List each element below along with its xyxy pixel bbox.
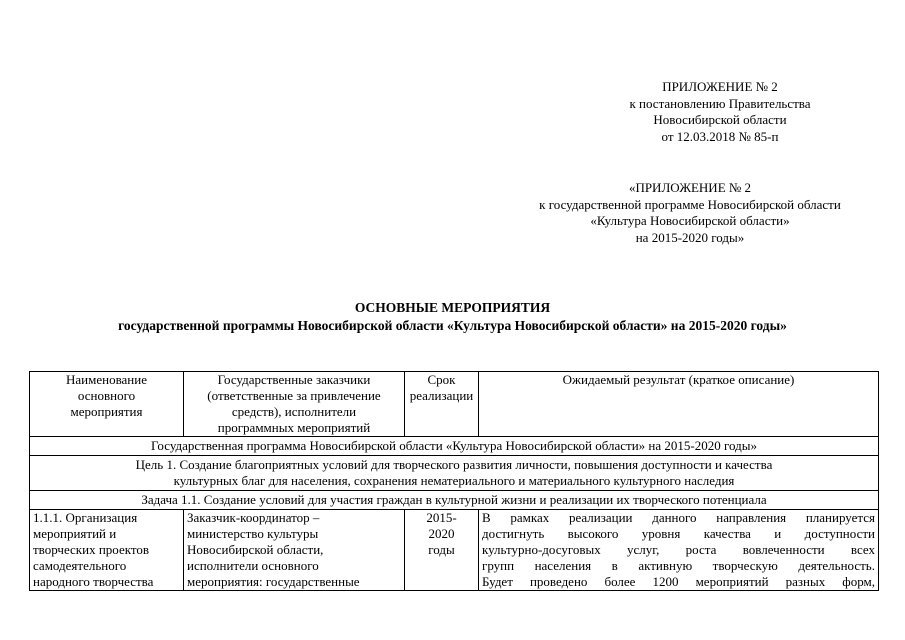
document-title — [0, 299, 905, 335]
task-row — [30, 491, 879, 510]
appendix-line: к государственной программе Новосибирской области — [539, 196, 841, 212]
header-cell-term: Срок реализации — [405, 372, 479, 437]
program-appendix-header — [490, 180, 890, 246]
program-row — [30, 437, 879, 456]
header-cell-result: Ожидаемый результат (краткое описание) — [479, 372, 879, 437]
program-cell: Государственная программа Новосибирской области «Культура Новосибирской области» на 2015-2020 годы» — [30, 437, 879, 456]
appendix-line: «ПРИЛОЖЕНИЕ № 2 — [628, 180, 752, 195]
table-header-row — [30, 372, 879, 437]
header-cell-customers: Государственные заказчики (ответственные за привлечение средств), исполнители программных мероприятий — [184, 372, 405, 437]
task-cell: Задача 1.1. Создание условий для участия граждан в культурной жизни и реализации их творческого потенциала — [30, 491, 879, 510]
measures-table — [29, 371, 879, 591]
title-subtitle: государственной программы Новосибирской области «Культура Новосибирской области» на 2015-2020 годы» — [118, 318, 787, 333]
table-row — [30, 510, 879, 591]
result-cell: В рамках реализации данного направления планируется достигнуть высокого уровня качества и доступности культурно-досуговых услуг, роста вовлеченности всех групп населения в активную творческую деятельность. Будет проведено более 1200 мероприятий разных форм, — [479, 510, 879, 591]
appendix-line: ПРИЛОЖЕНИЕ № 2 — [662, 79, 778, 94]
header-cell-name: Наименование основного мероприятия — [30, 372, 184, 437]
appendix-header — [570, 79, 870, 145]
goal-row — [30, 456, 879, 491]
customers-cell: Заказчик-координатор – министерство культуры Новосибирской области, исполнители основного мероприятия: государственные — [184, 510, 405, 591]
appendix-line: «Культура Новосибирской области» — [590, 213, 790, 228]
goal-cell: Цель 1. Создание благоприятных условий для творческого развития личности, повышения доступности и качества культурных благ для населения, сохранения нематериального и материального культурного наследия — [30, 456, 879, 491]
term-cell: 2015- 2020 годы — [405, 510, 479, 591]
appendix-line: к постановлению Правительства — [629, 95, 811, 111]
measure-name-cell: 1.1.1. Организация мероприятий и творческих проектов самодеятельного народного творчества — [30, 510, 184, 591]
appendix-line: от 12.03.2018 № 85-п — [661, 128, 779, 144]
appendix-line: на 2015-2020 годы» — [635, 229, 745, 245]
appendix-line: Новосибирской области — [653, 112, 787, 127]
title-line: ОСНОВНЫЕ МЕРОПРИЯТИЯ — [354, 300, 551, 315]
